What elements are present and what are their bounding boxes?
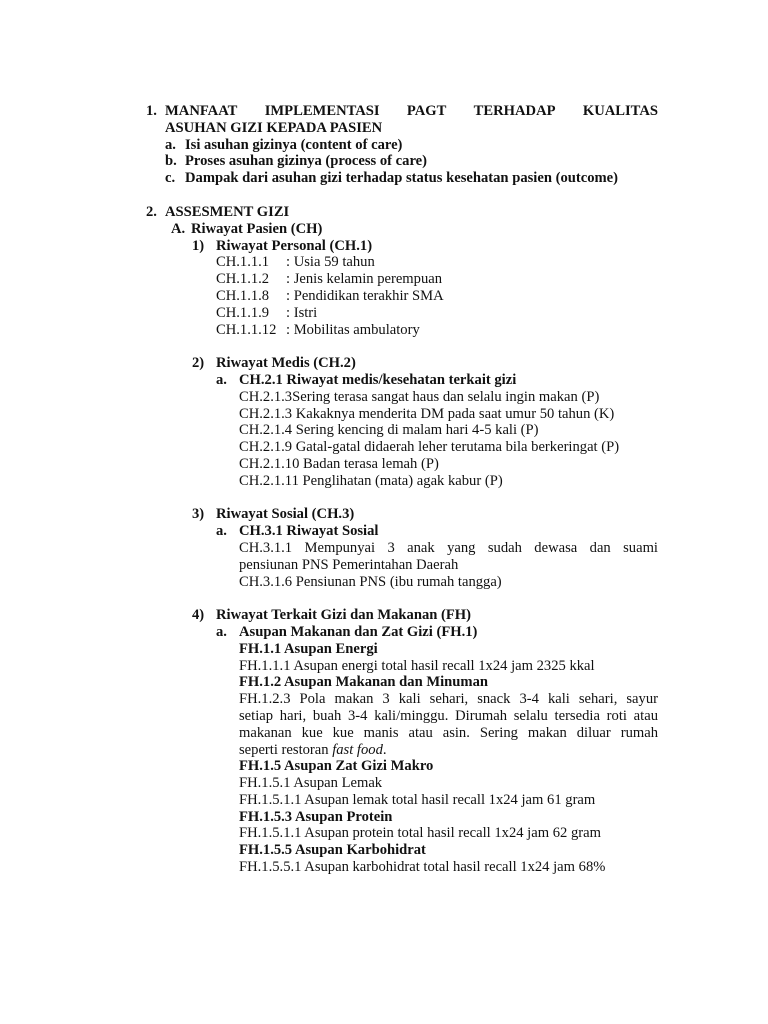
list-marker: a. [216,623,227,640]
riwayat-gizi-heading [192,607,658,624]
section-1-title-line-1 [165,103,658,120]
riwayat-gizi-title: Riwayat Terkait Gizi dan Makanan (FH) [216,607,472,624]
list-item: CH.2.1.10 Badan terasa lemah (P) [239,455,439,472]
paragraph-line: FH.1.5.1.1 Asupan protein total hasil recall 1x24 jam 62 gram [239,825,601,842]
item-code: CH.1.1.12 [216,321,277,338]
paragraph-line: FH.1.5.5.1 Asupan karbohidrat total hasil recall 1x24 jam 68% [239,859,606,876]
item-value: : Jenis kelamin perempuan [286,271,443,288]
item-code: CH.1.1.8 [216,287,270,304]
item-value: : Usia 59 tahun [286,254,375,271]
riwayat-sosial-heading [192,506,658,523]
asupan-body [239,641,658,876]
italic-text: fast food [332,741,383,758]
subsection-a-heading [171,221,658,238]
list-item [216,305,658,322]
list-item [165,170,658,187]
paragraph-line: setiap hari, buah 3-4 kali/minggu. Dirumah selalu tersedia roti atau [239,707,658,724]
list-marker: a. [165,136,176,153]
paragraph-line: CH.3.1.6 Pensiunan PNS (ibu rumah tangga) [239,573,502,590]
list-item: CH.2.1.3 Kakaknya menderita DM pada saat umur 50 tahun (K) [239,405,615,422]
section-2-number: 2. [146,204,157,220]
subheading: FH.1.1 Asupan Energi [239,640,378,657]
item-code: CH.1.1.9 [216,304,270,321]
subsection-a-title: Riwayat Pasien (CH) [191,220,323,237]
list-marker: A. [171,220,186,237]
section-1 [146,103,658,187]
paragraph-line: makanan kue kue manis atau asin. Sering makan diluar rumah [239,724,658,741]
list-item-text: Proses asuhan gizinya (process of care) [185,153,428,170]
section-2-title: ASSESMENT GIZI [165,204,290,220]
paragraph-line: FH.1.5.1 Asupan Lemak [239,775,383,792]
riwayat-personal-title: Riwayat Personal (CH.1) [216,237,373,254]
text-run: . [382,741,387,758]
list-item: CH.2.1.3Sering terasa sangat haus dan selalu ingin makan (P) [239,388,600,405]
list-item-text: Dampak dari asuhan gizi terhadap status kesehatan pasien (outcome) [185,170,618,187]
title-word: MANFAAT [165,103,238,119]
riwayat-medis-list [239,389,658,490]
riwayat-medis-title: Riwayat Medis (CH.2) [216,355,356,372]
paragraph-line: CH.3.1.1 Mempunyai 3 anak yang sudah dewasa dan suami [239,539,658,556]
list-item: CH.2.1.4 Sering kencing di malam hari 4-5 kali (P) [239,422,539,439]
riwayat-sosial-body [239,540,658,590]
list-marker: 3) [192,506,205,523]
list-marker: 2) [192,355,205,372]
list-item [165,137,658,154]
list-marker: 4) [192,607,205,624]
paragraph-line: pensiunan PNS Pemerintahan Daerah [239,556,459,573]
title-word: KUALITAS [582,103,658,119]
item-value: : Pendidikan terakhir SMA [286,287,444,304]
section-2 [146,204,658,876]
list-item [216,254,658,271]
text-run: seperti restoran [239,741,333,758]
riwayat-sosial-sub-title: CH.3.1 Riwayat Sosial [239,523,379,540]
list-item [216,288,658,305]
riwayat-sosial-title: Riwayat Sosial (CH.3) [216,506,355,523]
subheading: FH.1.5.5 Asupan Karbohidrat [239,842,426,859]
subheading: FH.1.2 Asupan Makanan dan Minuman [239,674,488,691]
title-word: TERHADAP [473,103,556,119]
paragraph-line: FH.1.2.3 Pola makan 3 kali sehari, snack 3-4 kali sehari, sayur [239,691,658,708]
list-marker: a. [216,523,227,540]
paragraph-line: FH.1.1.1 Asupan energi total hasil recall 1x24 jam 2325 kkal [239,657,595,674]
riwayat-personal-list [216,254,658,338]
riwayat-sosial-sub-heading [216,523,658,540]
riwayat-medis-sub-title: CH.2.1 Riwayat medis/kesehatan terkait gizi [239,371,517,388]
riwayat-medis-heading [192,355,658,372]
item-code: CH.1.1.1 [216,254,270,271]
asupan-heading [216,624,658,641]
title-word: PAGT [406,103,447,119]
list-item [216,271,658,288]
item-value: : Istri [286,304,318,321]
subheading: FH.1.5 Asupan Zat Gizi Makro [239,758,434,775]
paragraph-line [239,742,658,759]
list-marker: c. [165,170,176,187]
asupan-title: Asupan Makanan dan Zat Gizi (FH.1) [239,623,478,640]
list-item [216,322,658,339]
list-marker: a. [216,371,227,388]
item-code: CH.1.1.2 [216,271,270,288]
section-1-number: 1. [146,103,157,119]
list-item-text: Isi asuhan gizinya (content of care) [185,136,403,153]
list-marker: b. [165,153,177,170]
item-value: : Mobilitas ambulatory [286,321,420,338]
list-item: CH.2.1.11 Penglihatan (mata) agak kabur (P) [239,472,503,489]
list-marker: 1) [192,237,205,254]
section-1-title-line-2: ASUHAN GIZI KEPADA PASIEN [165,119,383,136]
section-2-heading [146,204,658,221]
riwayat-personal-heading [192,238,658,255]
title-word: IMPLEMENTASI [264,103,380,119]
list-item: CH.2.1.9 Gatal-gatal didaerah leher terutama bila berkeringat (P) [239,439,620,456]
subheading: FH.1.5.3 Asupan Protein [239,808,393,825]
list-item [165,153,658,170]
paragraph-line: FH.1.5.1.1 Asupan lemak total hasil recall 1x24 jam 61 gram [239,791,596,808]
riwayat-medis-sub-heading [216,372,658,389]
